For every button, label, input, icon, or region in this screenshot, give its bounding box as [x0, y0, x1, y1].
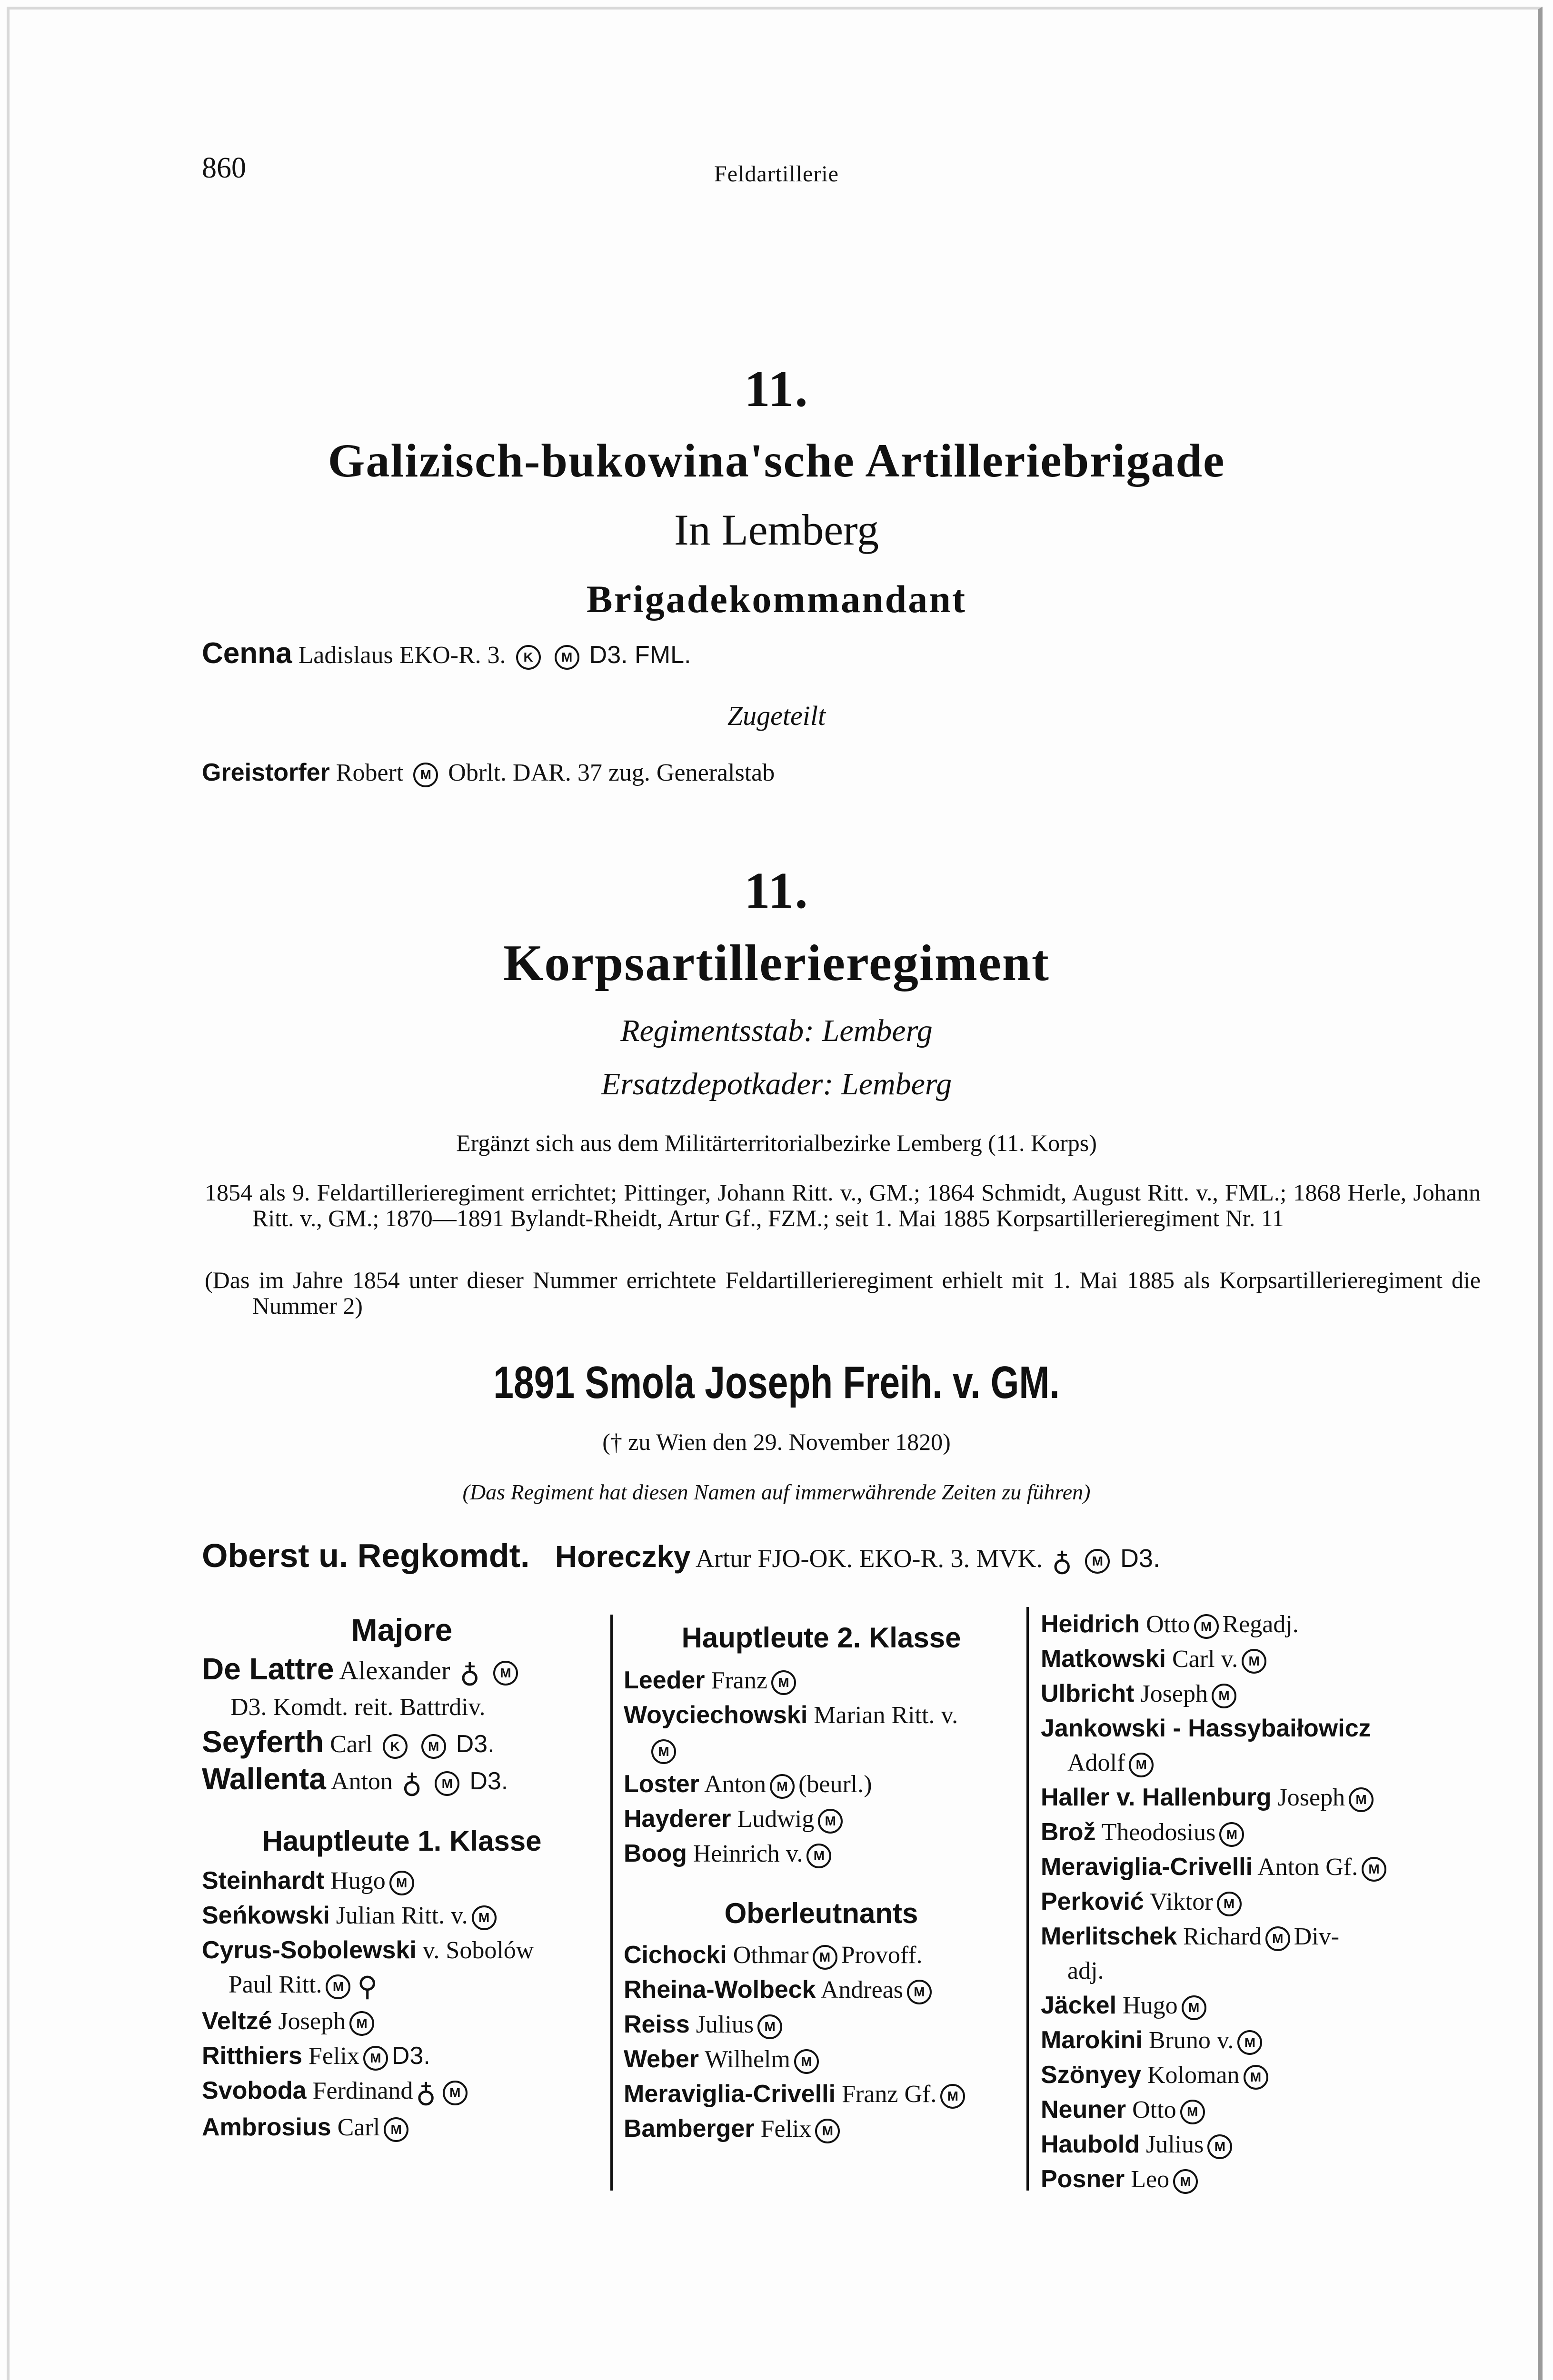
list-item-continuation: [624, 1733, 1019, 1767]
running-title: Feldartillerie: [714, 161, 839, 187]
medal-badge-icon: M: [806, 1844, 831, 1868]
list-item-continuation: Paul Ritt. M ⚲: [229, 1971, 378, 2003]
list-item: Perković Viktor M: [1041, 1884, 1441, 1919]
colonel-tail: D3.: [1120, 1544, 1160, 1573]
list-item: Meraviglia-Crivelli Anton Gf. M: [1041, 1850, 1441, 1884]
list-item: Seyferth Carl K M D3.: [202, 1725, 495, 1759]
medal-badge-icon: M: [1237, 2030, 1262, 2055]
medal-badge-icon: M: [1212, 1684, 1236, 1708]
medal-badge-icon: M: [1219, 1822, 1244, 1847]
medal-badge-icon: M: [818, 1809, 843, 1834]
medal-badge-icon: M: [1362, 1857, 1386, 1882]
assigned-tail: Obrlt. DAR. 37 zug. Generalstab: [448, 759, 775, 786]
recruitment-line: Ergänzt sich aus dem Militärterritorialbezirke Lemberg (11. Korps): [456, 1130, 1097, 1156]
medal-badge-icon: M: [389, 1871, 414, 1895]
colonel-rest: Artur FJO-OK. EKO-R. 3. MVK.: [696, 1544, 1043, 1573]
list-item: Woyciechowski Marian Ritt. v.: [624, 1701, 958, 1729]
column-middle: [624, 1607, 1019, 2146]
namesake-note: (Das Regiment hat diesen Namen auf immerwährende Zeiten zu führen): [462, 1480, 1091, 1504]
regiment-number: 11.: [744, 863, 809, 919]
medal-badge-icon: M: [794, 2049, 819, 2074]
list-item: Cichocki Othmar M Provoff.: [624, 1938, 1019, 1973]
brigade-location: In Lemberg: [674, 506, 879, 554]
oberleutnants-heading: Oberleutnants: [724, 1897, 918, 1929]
list-item: Posner Leo M: [1041, 2162, 1441, 2197]
list-item: Haubold Julius M: [1041, 2127, 1441, 2162]
list-item: De Lattre Alexander ♁ M: [202, 1652, 602, 1690]
medal-badge-icon: M: [435, 1771, 459, 1796]
list-item: Ulbricht Joseph M: [1041, 1676, 1441, 1711]
medal-badge-icon: M: [1182, 1995, 1206, 2020]
list-item: Weber Wilhelm M: [624, 2042, 1019, 2077]
list-item: Haller v. Hallenburg Joseph M: [1041, 1780, 1441, 1815]
column-left: [202, 1607, 602, 2145]
namesake-heading: 1891 Smola Joseph Freih. v. GM.: [493, 1357, 1060, 1408]
hauptleute1-heading: Hauptleute 1. Klasse: [262, 1825, 542, 1857]
medal-badge-icon: M: [1194, 1614, 1219, 1639]
list-item: Loster Anton M (beurl.): [624, 1767, 1019, 1802]
list-item: Brož Theodosius M: [1041, 1815, 1441, 1850]
list-item: Wallenta Anton ♁ M D3.: [202, 1762, 508, 1799]
page-number: 860: [202, 152, 246, 184]
list-item: Bamberger Felix M: [624, 2112, 1019, 2146]
list-item: Meraviglia-Crivelli Franz Gf. M: [624, 2077, 1019, 2112]
medal-badge-icon: M: [443, 2081, 468, 2105]
list-item: Veltzé Joseph M: [202, 2004, 602, 2039]
list-item-continuation: D3. Komdt. reit. Battrdiv.: [230, 1694, 486, 1721]
medal-badge-icon: M: [555, 645, 579, 670]
medal-badge-icon: M: [1207, 2134, 1232, 2159]
list-item: Boog Heinrich v. M: [624, 1836, 1019, 1871]
medal-badge-icon: M: [472, 1905, 497, 1930]
medal-badge-icon: M: [349, 2011, 374, 2036]
medal-badge-icon: M: [1244, 2065, 1268, 2090]
list-item: Hayderer Ludwig M: [624, 1802, 1019, 1836]
brigade-title: Galizisch-bukowina'sche Artilleriebrigade: [328, 434, 1225, 487]
column-divider: [1026, 1607, 1029, 2191]
medal-badge-icon: M: [651, 1739, 676, 1764]
medal-badge-icon: M: [1217, 1892, 1242, 1916]
hook-decoration-icon: ⚲: [357, 1971, 378, 2003]
list-item: Seńkowski Julian Ritt. v. M: [202, 1898, 602, 1933]
column-right: [1041, 1607, 1441, 2197]
commander-surname: Cenna: [202, 637, 292, 670]
medal-badge-icon: M: [1129, 1753, 1154, 1777]
medal-badge-icon: M: [1349, 1787, 1374, 1812]
medal-badge-icon: M: [1085, 1549, 1110, 1574]
list-item: Reiss Julius M: [624, 2007, 1019, 2042]
commander-rest: Ladislaus EKO-R. 3.: [298, 642, 506, 669]
list-item: Marokini Bruno v. M: [1041, 2023, 1441, 2058]
commander-tail: D3. FML.: [589, 641, 691, 669]
medal-badge-icon: M: [813, 1945, 837, 1970]
list-item: Ambrosius Carl M: [202, 2110, 602, 2145]
list-item: Ritthiers Felix M D3.: [202, 2039, 602, 2073]
list-item: Cyrus-Sobolewski v. Sobolów: [202, 1936, 534, 1964]
medal-badge-icon: M: [421, 1734, 446, 1759]
column-divider: [610, 1615, 613, 2191]
regiment-depot: Ersatzdepotkader: Lemberg: [601, 1067, 952, 1101]
regiment-history: 1854 als 9. Feldartillerieregiment errichtet; Pittinger, Johann Ritt. v., GM.; 1864 Schmidt, August Ritt. v., FML.; 1868 Herle, Johann Ritt. v., GM.; 1870—1891 Bylandt-Rheidt, Artur Gf., FZM.; seit 1. Mai 1885 Korpsartillerieregiment Nr. 11: [205, 1179, 1481, 1231]
medal-badge-icon: M: [907, 1980, 932, 2004]
list-item: Leeder Franz M: [624, 1663, 1019, 1698]
medal-badge-icon: M: [771, 1670, 796, 1695]
list-item: Steinhardt Hugo M: [202, 1864, 602, 1898]
list-item: Jankowski - Hassybaiłowicz: [1041, 1715, 1371, 1742]
list-item: Rheina-Wolbeck Andreas M: [624, 1973, 1019, 2007]
medal-badge-icon: M: [326, 1974, 350, 1999]
list-item: Neuner Otto M: [1041, 2092, 1441, 2127]
list-item-continuation: adj.: [1067, 1957, 1104, 1984]
list-item: Szönyey Koloman M: [1041, 2058, 1441, 2092]
brigade-number: 11.: [744, 361, 809, 417]
order-decoration-icon: ♁: [416, 2077, 436, 2109]
medal-badge-icon: M: [493, 1661, 518, 1686]
list-item: Svoboda Ferdinand ♁ M: [202, 2073, 602, 2110]
colonel-line: [202, 1537, 1160, 1577]
medal-badge-icon: M: [1242, 1649, 1266, 1674]
assigned-line: [202, 757, 775, 789]
colonel-label: Oberst u. Regkomdt.: [202, 1537, 530, 1574]
list-item-continuation: Adolf M: [1041, 1746, 1441, 1780]
assigned-surname: Greistorfer: [202, 759, 330, 786]
list-item: Heidrich Otto M Regadj.: [1041, 1607, 1441, 1642]
order-decoration-icon: ♁: [401, 1768, 422, 1799]
regiment-note: (Das im Jahre 1854 unter dieser Nummer errichtete Feldartillerieregiment erhielt mit 1. Mai 1885 als Korpsartillerieregiment die Nummer 2): [205, 1267, 1481, 1319]
medal-badge-icon: M: [384, 2117, 408, 2142]
medal-badge-icon: M: [1180, 2100, 1205, 2124]
regiment-title: Korpsartillerieregiment: [503, 935, 1050, 992]
commander-line: [202, 638, 691, 671]
medal-badge-icon: M: [1173, 2169, 1198, 2194]
assigned-heading: Zugeteilt: [727, 700, 826, 731]
hauptleute2-heading: Hauptleute 2. Klasse: [681, 1622, 961, 1654]
medal-badge-icon: M: [1265, 1926, 1290, 1951]
order-decoration-icon: ♁: [459, 1657, 480, 1689]
colonel-surname: Horeczky: [555, 1539, 691, 1574]
list-item: Jäckel Hugo M: [1041, 1988, 1441, 2023]
namesake-death: († zu Wien den 29. November 1820): [602, 1428, 951, 1455]
crown-badge-icon: K: [383, 1734, 408, 1759]
list-item: Matkowski Carl v. M: [1041, 1642, 1441, 1676]
list-item: Merlitschek Richard M Div-: [1041, 1919, 1441, 1954]
assigned-rest: Robert: [336, 759, 404, 786]
medal-badge-icon: M: [363, 2046, 388, 2071]
crown-badge-icon: K: [516, 645, 541, 670]
medal-badge-icon: M: [815, 2119, 840, 2143]
majore-heading: Majore: [351, 1612, 453, 1647]
medal-badge-icon: M: [757, 2014, 782, 2039]
commander-heading: Brigadekommandant: [586, 577, 967, 621]
medal-badge-icon: M: [940, 2084, 965, 2109]
medal-badge-icon: M: [413, 763, 438, 787]
regiment-staff: Regimentsstab: Lemberg: [620, 1013, 933, 1048]
medal-badge-icon: M: [770, 1774, 795, 1799]
order-decoration-icon: ♁: [1052, 1546, 1072, 1577]
